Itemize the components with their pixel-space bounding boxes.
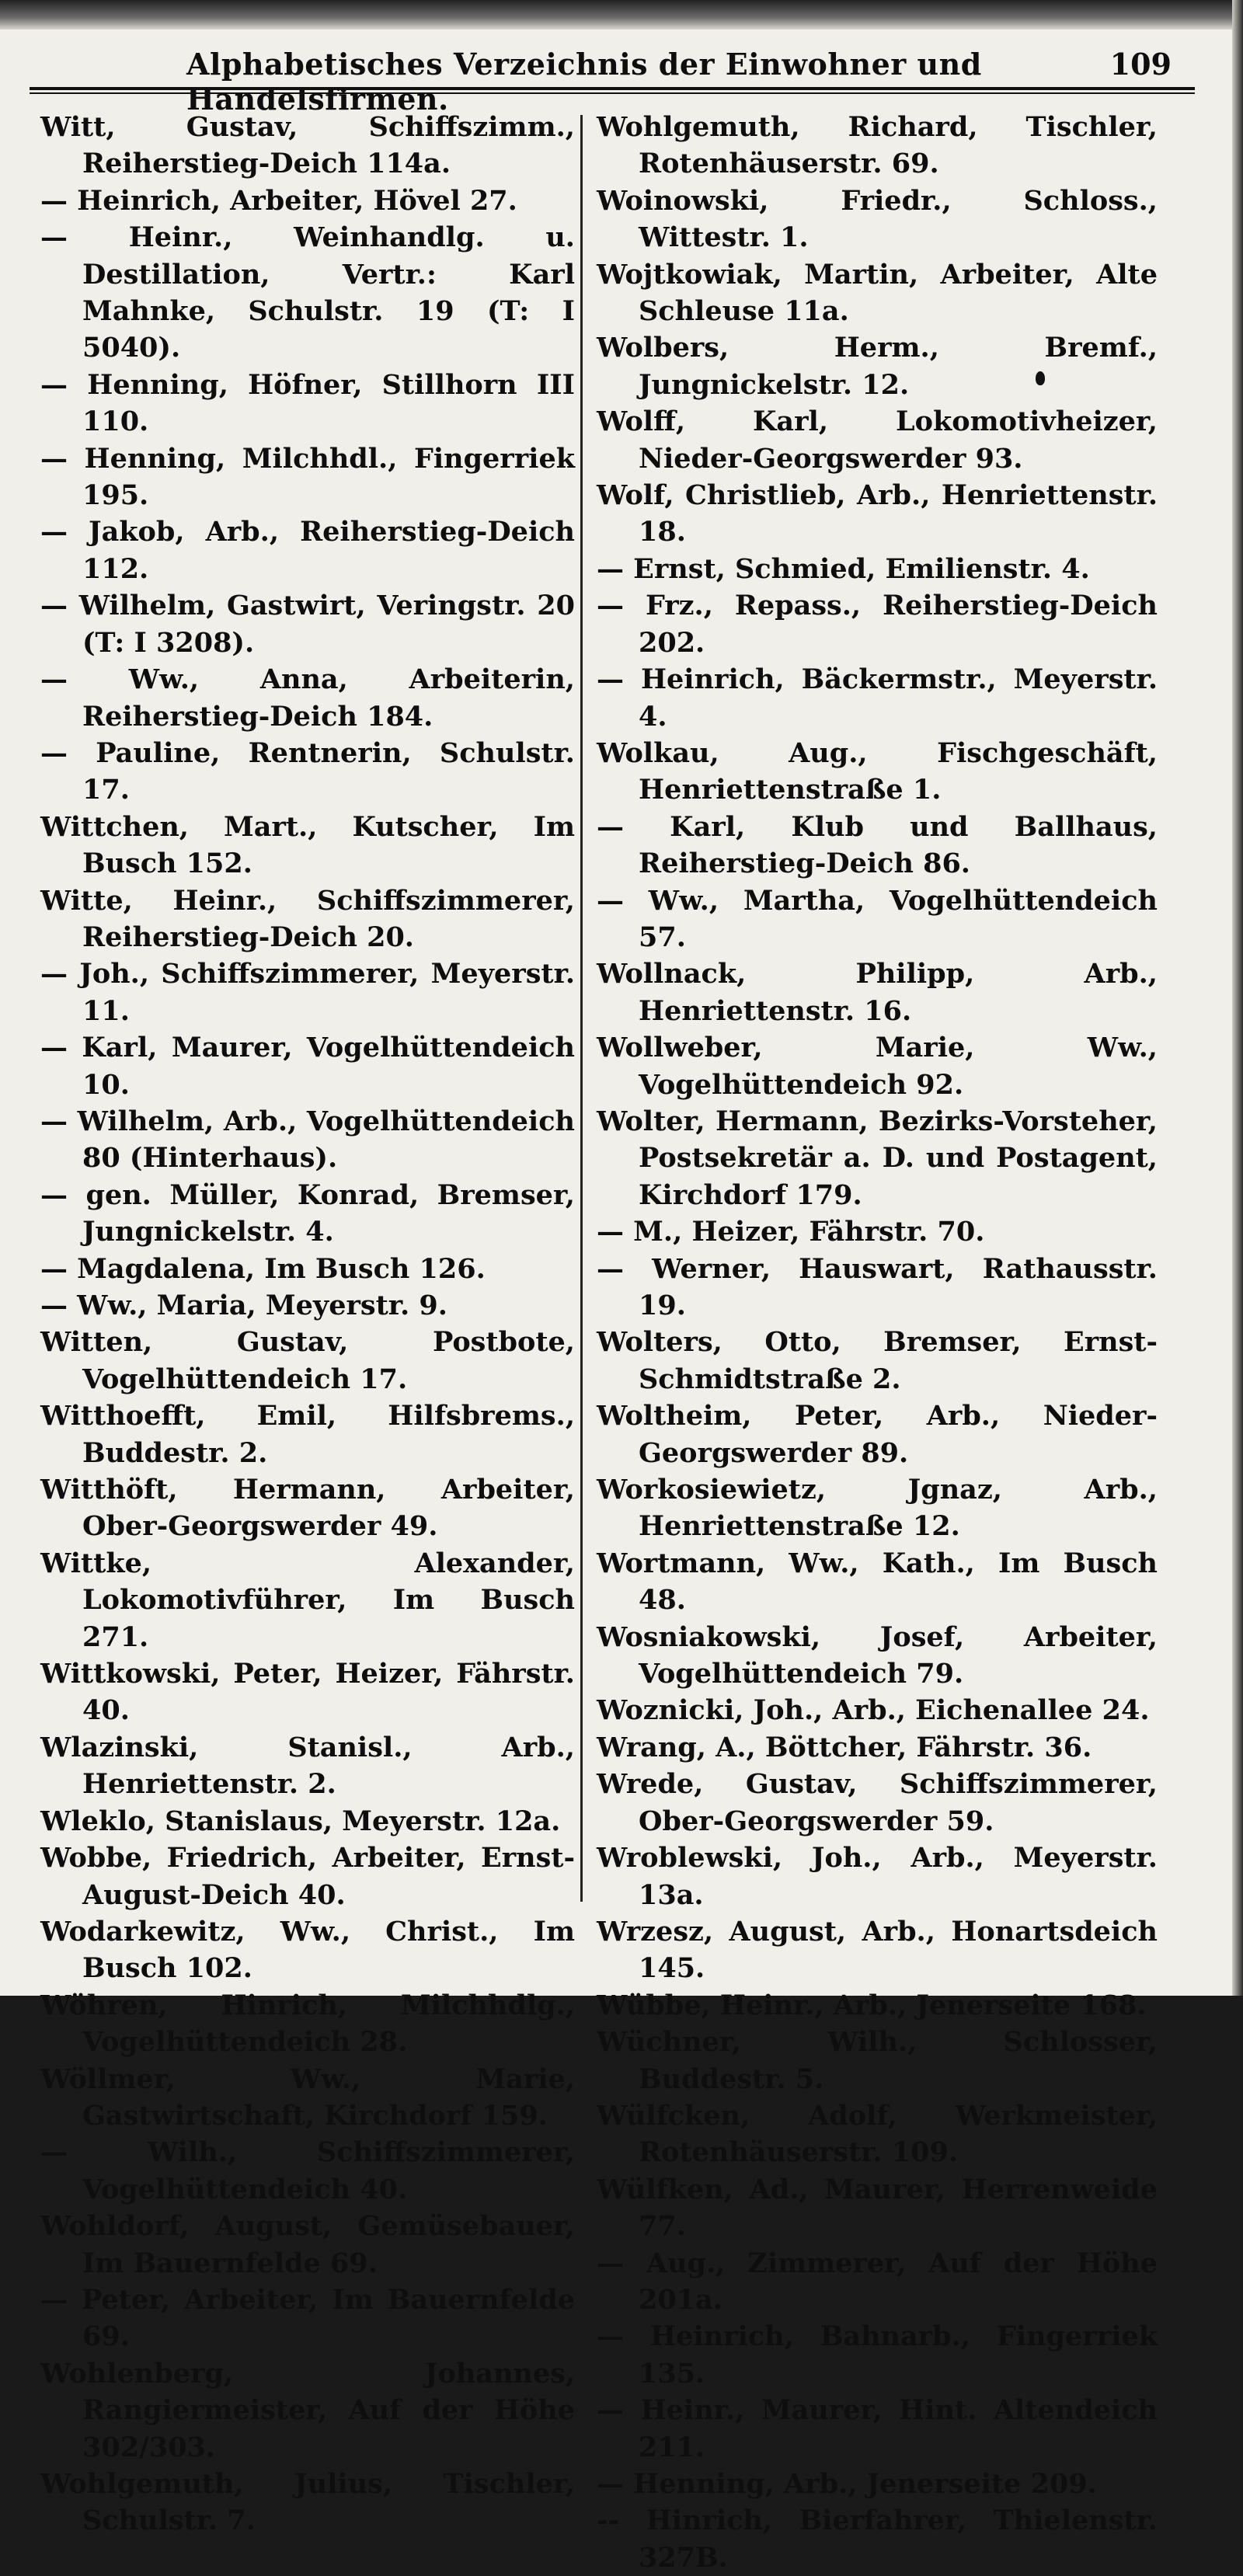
directory-entry: — gen. Müller, Konrad, Bremser, Jungnickelstr. 4. <box>40 1178 575 1248</box>
directory-entry: Wüchner, Wilh., Schlosser, Buddestr. 5. <box>597 2026 1158 2095</box>
directory-entry: — Magdalena, Im Busch 126. <box>40 1252 486 1285</box>
directory-entry: Wohlenberg, Johannes, Rangiermeister, Auf der Höhe 302/303. <box>40 2357 575 2463</box>
header-rule <box>30 87 1195 94</box>
directory-entry: Woznicki, Joh., Arb., Eichenallee 24. <box>597 1694 1150 1727</box>
directory-entry: -- Hinrich, Bierfahrer, Thielenstr. 327B. <box>597 2505 1158 2574</box>
right-column <box>597 109 1158 2576</box>
directory-entry: — M., Heizer, Fährstr. 70. <box>597 1216 985 1248</box>
directory-entry: — Heinrich, Arbeiter, Hövel 27. <box>40 184 517 217</box>
directory-entry: Wollnack, Philipp, Arb., Henriettenstr. 16. <box>597 958 1158 1027</box>
ink-speck <box>1036 371 1045 385</box>
directory-entry: Wülfken, Ad., Maurer, Herrenweide 77. <box>597 2173 1158 2243</box>
directory-entry: — Pauline, Rentnerin, Schulstr. 17. <box>40 736 575 806</box>
directory-entry: — Ww., Martha, Vogelhüttendeich 57. <box>597 884 1158 953</box>
directory-entry: — Henning, Milchhdl., Fingerriek 195. <box>40 442 575 512</box>
directory-entry: Wolters, Otto, Bremser, Ernst-Schmidtstraße 2. <box>597 1326 1158 1395</box>
running-header <box>31 45 1195 117</box>
left-column <box>40 109 575 2539</box>
directory-entry: — Wilhelm, Gastwirt, Veringstr. 20 (T: I 3208). <box>40 590 575 659</box>
directory-entry: Witthöft, Hermann, Arbeiter, Ober-Georgswerder 49. <box>40 1474 575 1543</box>
directory-entry: Wroblewski, Joh., Arb., Meyerstr. 13a. <box>597 1842 1158 1911</box>
directory-entry: — Frz., Repass., Reiherstieg-Deich 202. <box>597 590 1158 659</box>
directory-entry: Witte, Heinr., Schiffszimmerer, Reiherstieg-Deich 20. <box>40 884 575 953</box>
directory-entry: Wobbe, Friedrich, Arbeiter, Ernst-August-Deich 40. <box>40 1842 575 1911</box>
directory-entry: — Wilh., Schiffszimmerer, Vogelhüttendeich 40. <box>40 2136 575 2205</box>
directory-entry: Wrzesz, August, Arb., Honartsdeich 145. <box>597 1915 1158 1985</box>
directory-entry: — Aug., Zimmerer, Auf der Höhe 201a. <box>597 2247 1158 2316</box>
directory-entry: — Heinr., Maurer, Hint. Altendeich 211. <box>597 2394 1158 2463</box>
directory-entry: Workosiewietz, Jgnaz, Arb., Henriettenstraße 12. <box>597 1474 1158 1543</box>
directory-entry: — Jakob, Arb., Reiherstieg-Deich 112. <box>40 516 575 585</box>
directory-entry: — Heinr., Weinhandlg. u. Destillation, Vertr.: Karl Mahnke, Schulstr. 19 (T: I 5040). <box>40 221 575 364</box>
directory-entry: Wittkowski, Peter, Heizer, Fährstr. 40. <box>40 1658 575 1727</box>
directory-entry: Wübbe, Heinr., Arb., Jenerseite 168. <box>597 1989 1147 2021</box>
directory-entry: Wosniakowski, Josef, Arbeiter, Vogelhüttendeich 79. <box>597 1620 1158 1690</box>
directory-entry: Wittchen, Mart., Kutscher, Im Busch 152. <box>40 810 575 880</box>
directory-entry: Wolbers, Herm., Bremf., Jungnickelstr. 12. <box>597 332 1158 401</box>
directory-entry: — Werner, Hauswart, Rathausstr. 19. <box>597 1252 1158 1321</box>
directory-entry: Wolf, Christlieb, Arb., Henriettenstr. 18. <box>597 479 1158 548</box>
directory-entry: — Heinrich, Bäckermstr., Meyerstr. 4. <box>597 663 1158 733</box>
page-number: 109 <box>1109 47 1172 82</box>
page-top-shadow <box>0 0 1243 30</box>
directory-entry: Witt, Gustav, Schiffszimm., Reiherstieg-Deich 114a. <box>40 111 575 180</box>
directory-entry: Witthoefft, Emil, Hilfsbrems., Buddestr. 2. <box>40 1400 575 1469</box>
directory-entry: Wodarkewitz, Ww., Christ., Im Busch 102. <box>40 1915 575 1985</box>
directory-entry: — Peter, Arbeiter, Im Bauernfelde 69. <box>40 2283 575 2353</box>
directory-entry: Wolkau, Aug., Fischgeschäft, Henriettenstraße 1. <box>597 736 1158 806</box>
directory-entry: — Henning, Arb., Jenerseite 209. <box>597 2468 1097 2500</box>
directory-entry: Wrang, A., Böttcher, Fährstr. 36. <box>597 1731 1092 1763</box>
directory-entry: Wöllmer, Ww., Marie, Gastwirtschaft, Kirchdorf 159. <box>40 2063 575 2132</box>
directory-entry: Wülfcken, Adolf, Werkmeister, Rotenhäuserstr. 109. <box>597 2099 1158 2169</box>
directory-entry: — Heinrich, Bahnarb., Fingerriek 135. <box>597 2320 1158 2390</box>
directory-entry: — Karl, Klub und Ballhaus, Reiherstieg-Deich 86. <box>597 810 1158 880</box>
header-title: Alphabetisches Verzeichnis der Einwohner und Handelsfirmen. <box>186 47 982 117</box>
directory-entry: — Wilhelm, Arb., Vogelhüttendeich 80 (Hinterhaus). <box>40 1105 575 1175</box>
directory-entry: Wohlgemuth, Julius, Tischler, Schulstr. 7. <box>40 2468 575 2537</box>
directory-entry: Wohlgemuth, Richard, Tischler, Rotenhäuserstr. 69. <box>597 111 1158 180</box>
directory-entry: Wrede, Gustav, Schiffszimmerer, Ober-Georgswerder 59. <box>597 1768 1158 1837</box>
directory-entry: — Ernst, Schmied, Emilienstr. 4. <box>597 552 1090 585</box>
directory-entry: Wollweber, Marie, Ww., Vogelhüttendeich 92. <box>597 1032 1158 1101</box>
directory-entry: Woltheim, Peter, Arb., Nieder-Georgswerder 89. <box>597 1400 1158 1469</box>
directory-entry: Wortmann, Ww., Kath., Im Busch 48. <box>597 1547 1158 1617</box>
directory-entry: Wöhren, Hinrich, Milchhdlg., Vogelhüttendeich 28. <box>40 1989 575 2059</box>
directory-entry: Wleklo, Stanislaus, Meyerstr. 12a. <box>40 1805 561 1837</box>
directory-entry: Wohldorf, August, Gemüsebauer, Im Bauernfelde 69. <box>40 2210 575 2279</box>
directory-entry: Wlazinski, Stanisl., Arb., Henriettenstr. 2. <box>40 1731 575 1801</box>
directory-entry: Wojtkowiak, Martin, Arbeiter, Alte Schleuse 11a. <box>597 258 1158 328</box>
page-right-shadow <box>1232 0 1243 1996</box>
column-divider <box>580 115 583 1902</box>
directory-entry: Woinowski, Friedr., Schloss., Wittestr. 1. <box>597 184 1158 254</box>
directory-entry: — Ww., Anna, Arbeiterin, Reiherstieg-Deich 184. <box>40 663 575 733</box>
directory-entry: Wittke, Alexander, Lokomotivführer, Im Busch 271. <box>40 1547 575 1653</box>
directory-entry: — Henning, Höfner, Stillhorn III 110. <box>40 368 575 438</box>
directory-entry: Witten, Gustav, Postbote, Vogelhüttendeich 17. <box>40 1326 575 1395</box>
directory-entry: — Ww., Maria, Meyerstr. 9. <box>40 1290 447 1321</box>
directory-entry: Wolff, Karl, Lokomotivheizer, Nieder-Georgswerder 93. <box>597 406 1158 475</box>
directory-entry: Wolter, Hermann, Bezirks-Vorsteher, Postsekretär a. D. und Postagent, Kirchdorf 179. <box>597 1105 1158 1211</box>
directory-entry: — Joh., Schiffszimmerer, Meyerstr. 11. <box>40 958 575 1027</box>
directory-entry: — Karl, Maurer, Vogelhüttendeich 10. <box>40 1032 575 1101</box>
